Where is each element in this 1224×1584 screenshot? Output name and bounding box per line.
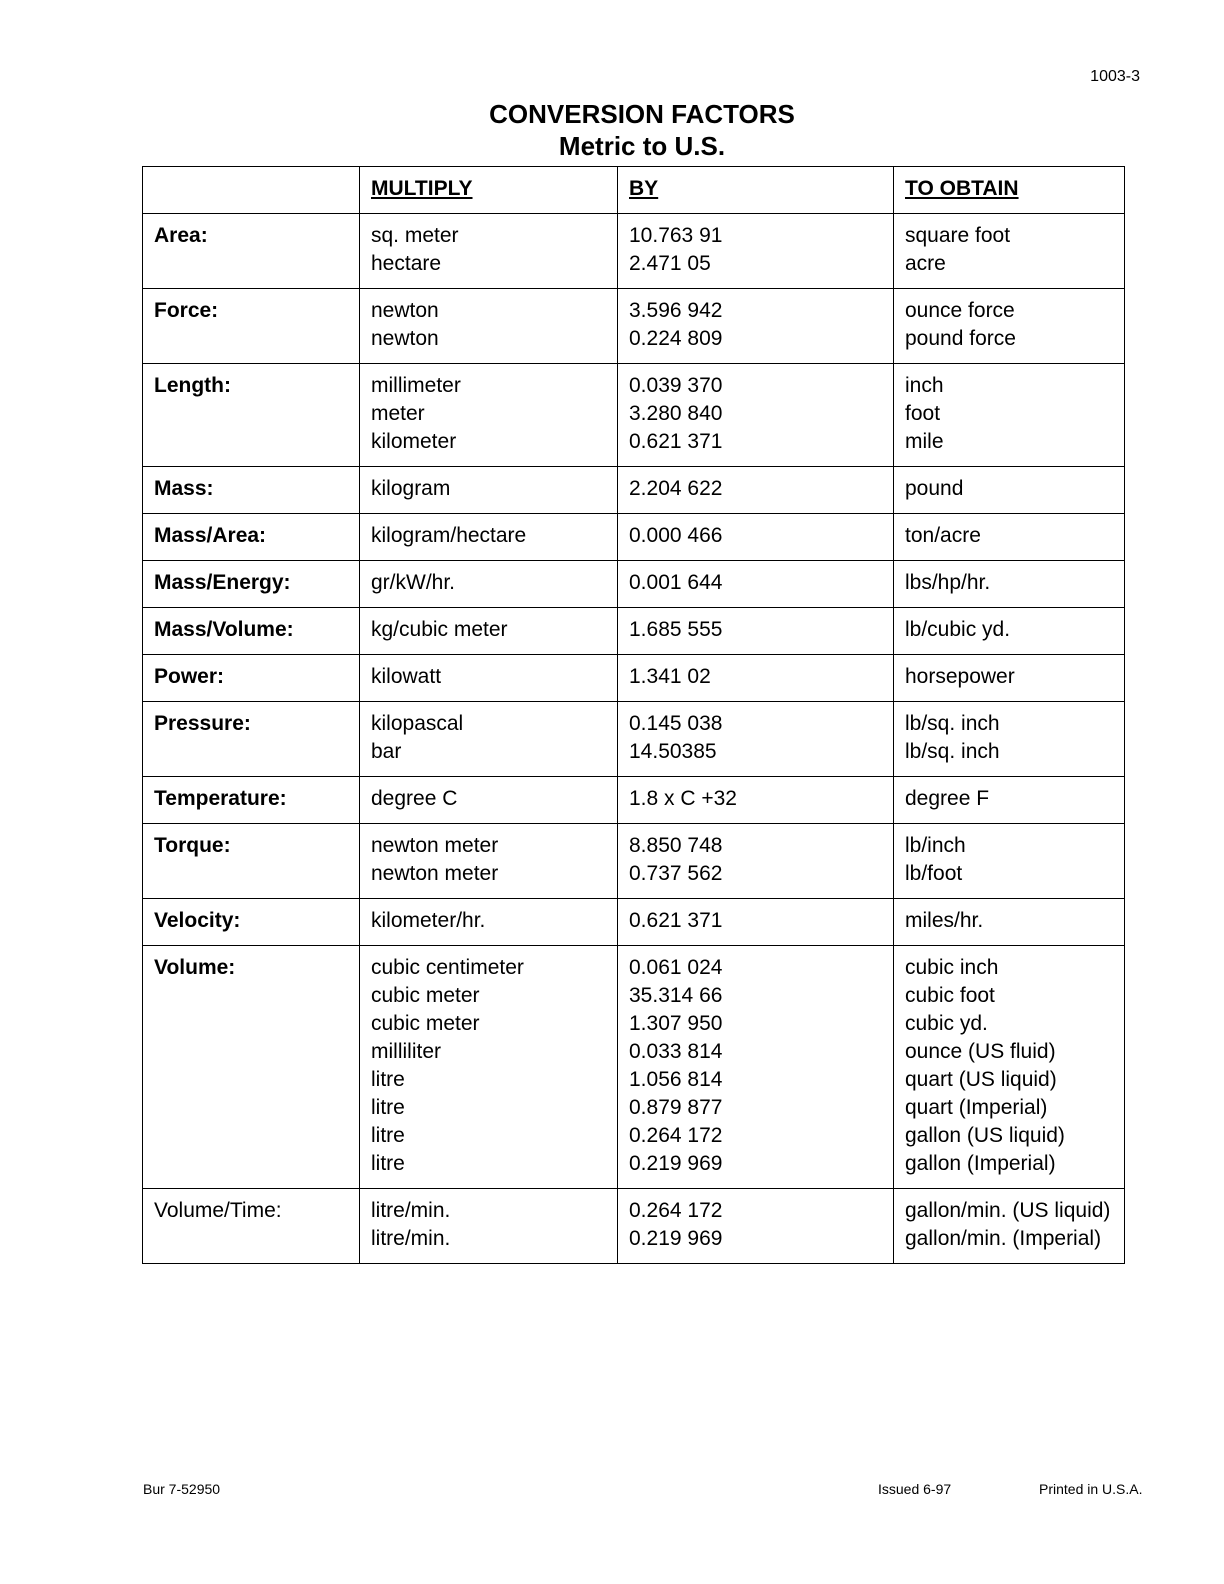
row-by-value: 0.000 466 [629, 524, 723, 547]
row-multiply-cell [360, 946, 618, 1189]
row-by-value: 8.850 748 [629, 834, 723, 857]
row-to-obtain-value: lbs/hp/hr. [905, 571, 991, 594]
table-row [143, 655, 1125, 702]
row-multiply-value: kilopascal [371, 712, 464, 735]
row-multiply-cell [360, 899, 618, 946]
row-multiply-value: sq. meter [371, 224, 459, 247]
row-multiply-value: litre [371, 1096, 405, 1119]
page-title: CONVERSION FACTORS [489, 99, 795, 129]
header-by [618, 167, 894, 214]
row-to-obtain-cell [894, 777, 1125, 824]
row-category: Temperature: [143, 777, 360, 824]
row-by-value: 0.219 969 [629, 1227, 723, 1250]
row-by-cell [618, 702, 894, 777]
row-category: Velocity: [143, 899, 360, 946]
footer-doc-id: Bur 7-52950 [143, 1481, 221, 1497]
row-multiply-value: degree C [371, 787, 458, 810]
table-row [143, 467, 1125, 514]
row-by-cell [618, 214, 894, 289]
row-to-obtain-value: lb/foot [905, 862, 963, 885]
row-by-cell [618, 1189, 894, 1264]
row-category: Mass/Energy: [143, 561, 360, 608]
row-to-obtain-cell [894, 289, 1125, 364]
row-by-value: 0.264 172 [629, 1124, 723, 1147]
row-by-cell [618, 899, 894, 946]
row-to-obtain-value: acre [905, 252, 946, 275]
row-by-value: 0.145 038 [629, 712, 723, 735]
row-by-value: 2.471 05 [629, 252, 711, 275]
row-multiply-cell [360, 214, 618, 289]
row-category: Force: [143, 289, 360, 364]
row-to-obtain-value: ton/acre [905, 524, 981, 547]
row-to-obtain-value: cubic yd. [905, 1012, 988, 1035]
row-to-obtain-value: mile [905, 430, 944, 453]
row-to-obtain-value: ounce force [905, 299, 1015, 322]
row-category: Length: [143, 364, 360, 467]
row-by-value: 10.763 91 [629, 224, 723, 247]
row-category: Power: [143, 655, 360, 702]
row-to-obtain-value: lb/inch [905, 834, 966, 857]
row-multiply-cell [360, 561, 618, 608]
row-by-value: 0.033 814 [629, 1040, 723, 1063]
row-by-value: 0.621 371 [629, 430, 723, 453]
row-to-obtain-value: quart (Imperial) [905, 1096, 1048, 1119]
row-category: Mass/Area: [143, 514, 360, 561]
row-category: Mass: [143, 467, 360, 514]
header-multiply [360, 167, 618, 214]
page-number: 1003-3 [1090, 68, 1140, 85]
row-multiply-value: litre/min. [371, 1199, 451, 1222]
row-to-obtain-value: pound force [905, 327, 1016, 350]
row-multiply-cell [360, 364, 618, 467]
row-to-obtain-value: gallon/min. (Imperial) [905, 1227, 1102, 1250]
table-row [143, 1189, 1125, 1264]
row-to-obtain-value: square foot [905, 224, 1011, 247]
row-to-obtain-value: gallon (US liquid) [905, 1124, 1065, 1147]
title-block [0, 98, 1224, 162]
row-by-cell [618, 946, 894, 1189]
table-row [143, 214, 1125, 289]
row-to-obtain-cell [894, 514, 1125, 561]
row-by-cell [618, 777, 894, 824]
table-row [143, 364, 1125, 467]
row-by-value: 0.264 172 [629, 1199, 723, 1222]
row-multiply-cell [360, 1189, 618, 1264]
table-row [143, 777, 1125, 824]
header-category [143, 167, 360, 214]
row-multiply-cell [360, 467, 618, 514]
row-by-value: 0.039 370 [629, 374, 723, 397]
row-by-cell [618, 364, 894, 467]
row-multiply-value: litre [371, 1152, 405, 1175]
row-to-obtain-value: gallon (Imperial) [905, 1152, 1056, 1175]
row-by-cell [618, 467, 894, 514]
table-row [143, 946, 1125, 1189]
row-to-obtain-value: lb/sq. inch [905, 712, 1000, 735]
row-by-value: 0.219 969 [629, 1152, 723, 1175]
row-category: Pressure: [143, 702, 360, 777]
row-by-cell [618, 824, 894, 899]
row-multiply-value: newton meter [371, 834, 499, 857]
row-multiply-value: newton [371, 327, 439, 350]
row-by-value: 1.056 814 [629, 1068, 723, 1091]
table-header-row [143, 167, 1125, 214]
row-by-cell [618, 655, 894, 702]
header-by-label: BY [629, 177, 659, 200]
row-multiply-value: milliliter [371, 1040, 441, 1063]
row-to-obtain-value: cubic foot [905, 984, 995, 1007]
row-multiply-value: litre [371, 1068, 405, 1091]
row-to-obtain-cell [894, 608, 1125, 655]
page-subtitle: Metric to U.S. [558, 131, 726, 161]
row-to-obtain-cell [894, 561, 1125, 608]
row-to-obtain-cell [894, 702, 1125, 777]
row-by-value: 3.596 942 [629, 299, 723, 322]
table-row [143, 561, 1125, 608]
row-by-value: 35.314 66 [629, 984, 723, 1007]
row-to-obtain-value: lb/cubic yd. [905, 618, 1011, 641]
row-multiply-value: newton meter [371, 862, 499, 885]
row-to-obtain-value: cubic inch [905, 956, 999, 979]
row-multiply-value: kg/cubic meter [371, 618, 508, 641]
row-by-cell [618, 289, 894, 364]
table-row [143, 824, 1125, 899]
row-multiply-value: millimeter [371, 374, 461, 397]
row-multiply-value: gr/kW/hr. [371, 571, 456, 594]
row-to-obtain-cell [894, 1189, 1125, 1264]
row-to-obtain-cell [894, 946, 1125, 1189]
row-to-obtain-cell [894, 824, 1125, 899]
table-row [143, 514, 1125, 561]
row-multiply-cell [360, 777, 618, 824]
row-multiply-value: kilogram [371, 477, 451, 500]
row-by-cell [618, 561, 894, 608]
header-to-obtain-label: TO OBTAIN [905, 177, 1019, 200]
row-category: Volume: [143, 946, 360, 1189]
row-category: Torque: [143, 824, 360, 899]
row-multiply-cell [360, 702, 618, 777]
conversion-table-body [143, 167, 1125, 1264]
row-to-obtain-value: inch [905, 374, 944, 397]
row-to-obtain-cell [894, 655, 1125, 702]
footer-printed: Printed in U.S.A. [1039, 1481, 1143, 1497]
row-by-cell [618, 608, 894, 655]
row-to-obtain-cell [894, 467, 1125, 514]
footer-issued: Issued 6-97 [878, 1481, 952, 1497]
table-row [143, 289, 1125, 364]
row-multiply-value: kilometer/hr. [371, 909, 486, 932]
row-to-obtain-value: miles/hr. [905, 909, 984, 932]
row-category: Volume/Time: [143, 1189, 360, 1264]
row-to-obtain-value: gallon/min. (US liquid) [905, 1199, 1111, 1222]
row-multiply-value: meter [371, 402, 425, 425]
row-multiply-value: kilogram/hectare [371, 524, 527, 547]
row-by-value: 0.879 877 [629, 1096, 723, 1119]
row-to-obtain-cell [894, 364, 1125, 467]
row-to-obtain-value: foot [905, 402, 941, 425]
row-multiply-value: hectare [371, 252, 442, 275]
row-to-obtain-value: horsepower [905, 665, 1015, 688]
row-to-obtain-value: pound [905, 477, 964, 500]
row-by-value: 1.685 555 [629, 618, 723, 641]
row-by-value: 0.061 024 [629, 956, 723, 979]
row-by-value: 14.50385 [629, 740, 717, 763]
row-multiply-value: newton [371, 299, 439, 322]
row-by-value: 1.307 950 [629, 1012, 723, 1035]
table-row [143, 702, 1125, 777]
row-multiply-value: cubic meter [371, 984, 480, 1007]
row-multiply-value: litre [371, 1124, 405, 1147]
row-to-obtain-value: quart (US liquid) [905, 1068, 1057, 1091]
row-by-value: 0.621 371 [629, 909, 723, 932]
row-multiply-value: kilowatt [371, 665, 442, 688]
row-by-value: 1.341 02 [629, 665, 711, 688]
row-to-obtain-value: degree F [905, 787, 990, 810]
row-multiply-cell [360, 824, 618, 899]
table-row [143, 899, 1125, 946]
row-to-obtain-value: ounce (US fluid) [905, 1040, 1056, 1063]
header-to-obtain [894, 167, 1125, 214]
row-category: Area: [143, 214, 360, 289]
row-multiply-cell [360, 514, 618, 561]
row-by-value: 1.8 x C +32 [629, 787, 737, 810]
row-by-value: 0.737 562 [629, 862, 723, 885]
table-row [143, 608, 1125, 655]
row-multiply-value: cubic meter [371, 1012, 480, 1035]
row-by-value: 3.280 840 [629, 402, 723, 425]
header-multiply-label: MULTIPLY [371, 177, 473, 200]
conversion-table [142, 166, 1125, 1264]
row-multiply-value: bar [371, 740, 402, 763]
row-multiply-value: litre/min. [371, 1227, 451, 1250]
row-multiply-value: cubic centimeter [371, 956, 524, 979]
row-by-value: 0.001 644 [629, 571, 723, 594]
row-multiply-cell [360, 655, 618, 702]
row-to-obtain-value: lb/sq. inch [905, 740, 1000, 763]
row-multiply-value: kilometer [371, 430, 457, 453]
row-multiply-cell [360, 289, 618, 364]
row-by-value: 0.224 809 [629, 327, 723, 350]
row-by-cell [618, 514, 894, 561]
row-category: Mass/Volume: [143, 608, 360, 655]
row-multiply-cell [360, 608, 618, 655]
row-to-obtain-cell [894, 214, 1125, 289]
row-to-obtain-cell [894, 899, 1125, 946]
row-by-value: 2.204 622 [629, 477, 723, 500]
